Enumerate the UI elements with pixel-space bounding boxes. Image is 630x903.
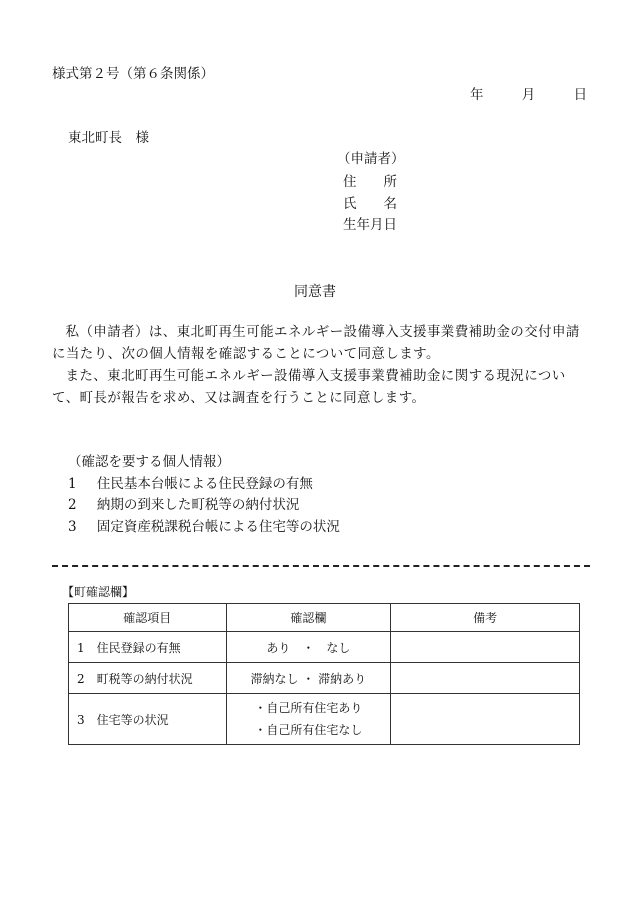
- row-note[interactable]: [391, 632, 580, 663]
- personal-info-item: [68, 521, 340, 535]
- consent-paragraph-2: また、東北町再生可能エネルギー設備導入支援事業費補助金に関する現況について、町長が報告を求め、又は調査を行うことに同意します。: [52, 368, 566, 406]
- table-row: [69, 663, 580, 694]
- consent-body: [52, 321, 582, 409]
- applicant-name-label: 氏 名: [343, 196, 397, 212]
- header-confirmation-field: 確認欄: [226, 604, 391, 632]
- cut-line-divider: [52, 565, 590, 567]
- personal-info-item: [68, 499, 299, 513]
- personal-info-heading: （確認を要する個人情報）: [68, 454, 230, 470]
- table-row: [69, 694, 580, 745]
- date-month-label: 月: [521, 87, 536, 103]
- personal-info-item-number: 2: [68, 497, 77, 513]
- row-item-label: 3 住宅等の状況: [69, 694, 227, 745]
- personal-info-item-number: 1: [68, 476, 77, 492]
- personal-info-item-number: 3: [68, 519, 77, 535]
- check-option-owned-house[interactable]: ・自己所有住宅あり: [254, 701, 363, 715]
- personal-info-item: [68, 478, 313, 492]
- applicant-address-label: 住 所: [343, 174, 397, 190]
- row-item-label: 2 町税等の納付状況: [69, 663, 227, 694]
- row-check-options[interactable]: [226, 694, 391, 745]
- header-confirmation-item: 確認項目: [69, 604, 227, 632]
- row-note[interactable]: [391, 663, 580, 694]
- date-line: [470, 89, 587, 103]
- town-confirmation-label: 【町確認欄】: [62, 585, 135, 599]
- consent-paragraph-1: 私（申請者）は、東北町再生可能エネルギー設備導入支援事業費補助金の交付申請に当たり、次の個人情報を確認することについて同意します。: [52, 324, 580, 362]
- form-number: 様式第２号（第６条関係）: [52, 66, 214, 82]
- personal-info-item-text: 固定資産税課税台帳による住宅等の状況: [96, 519, 340, 535]
- row-note[interactable]: [391, 694, 580, 745]
- applicant-birthdate-label: 生年月日: [343, 217, 397, 233]
- town-confirmation-table: [68, 603, 580, 745]
- row-check-options[interactable]: 滞納なし ・ 滞納あり: [226, 663, 391, 694]
- row-check-options[interactable]: あり ・ なし: [226, 632, 391, 663]
- row-item-label: 1 住民登録の有無: [69, 632, 227, 663]
- applicant-heading: （申請者）: [337, 151, 405, 167]
- check-option-no-owned-house[interactable]: ・自己所有住宅なし: [254, 723, 363, 737]
- header-remarks: 備考: [391, 604, 580, 632]
- personal-info-item-text: 納期の到来した町税等の納付状況: [96, 497, 300, 513]
- table-header-row: [69, 604, 580, 632]
- table-row: [69, 632, 580, 663]
- personal-info-item-text: 住民基本台帳による住民登録の有無: [96, 476, 313, 492]
- date-year-label: 年: [470, 87, 484, 103]
- date-day-label: 日: [573, 87, 588, 103]
- addressee: 東北町長 様: [68, 130, 149, 146]
- document-title: 同意書: [294, 284, 336, 300]
